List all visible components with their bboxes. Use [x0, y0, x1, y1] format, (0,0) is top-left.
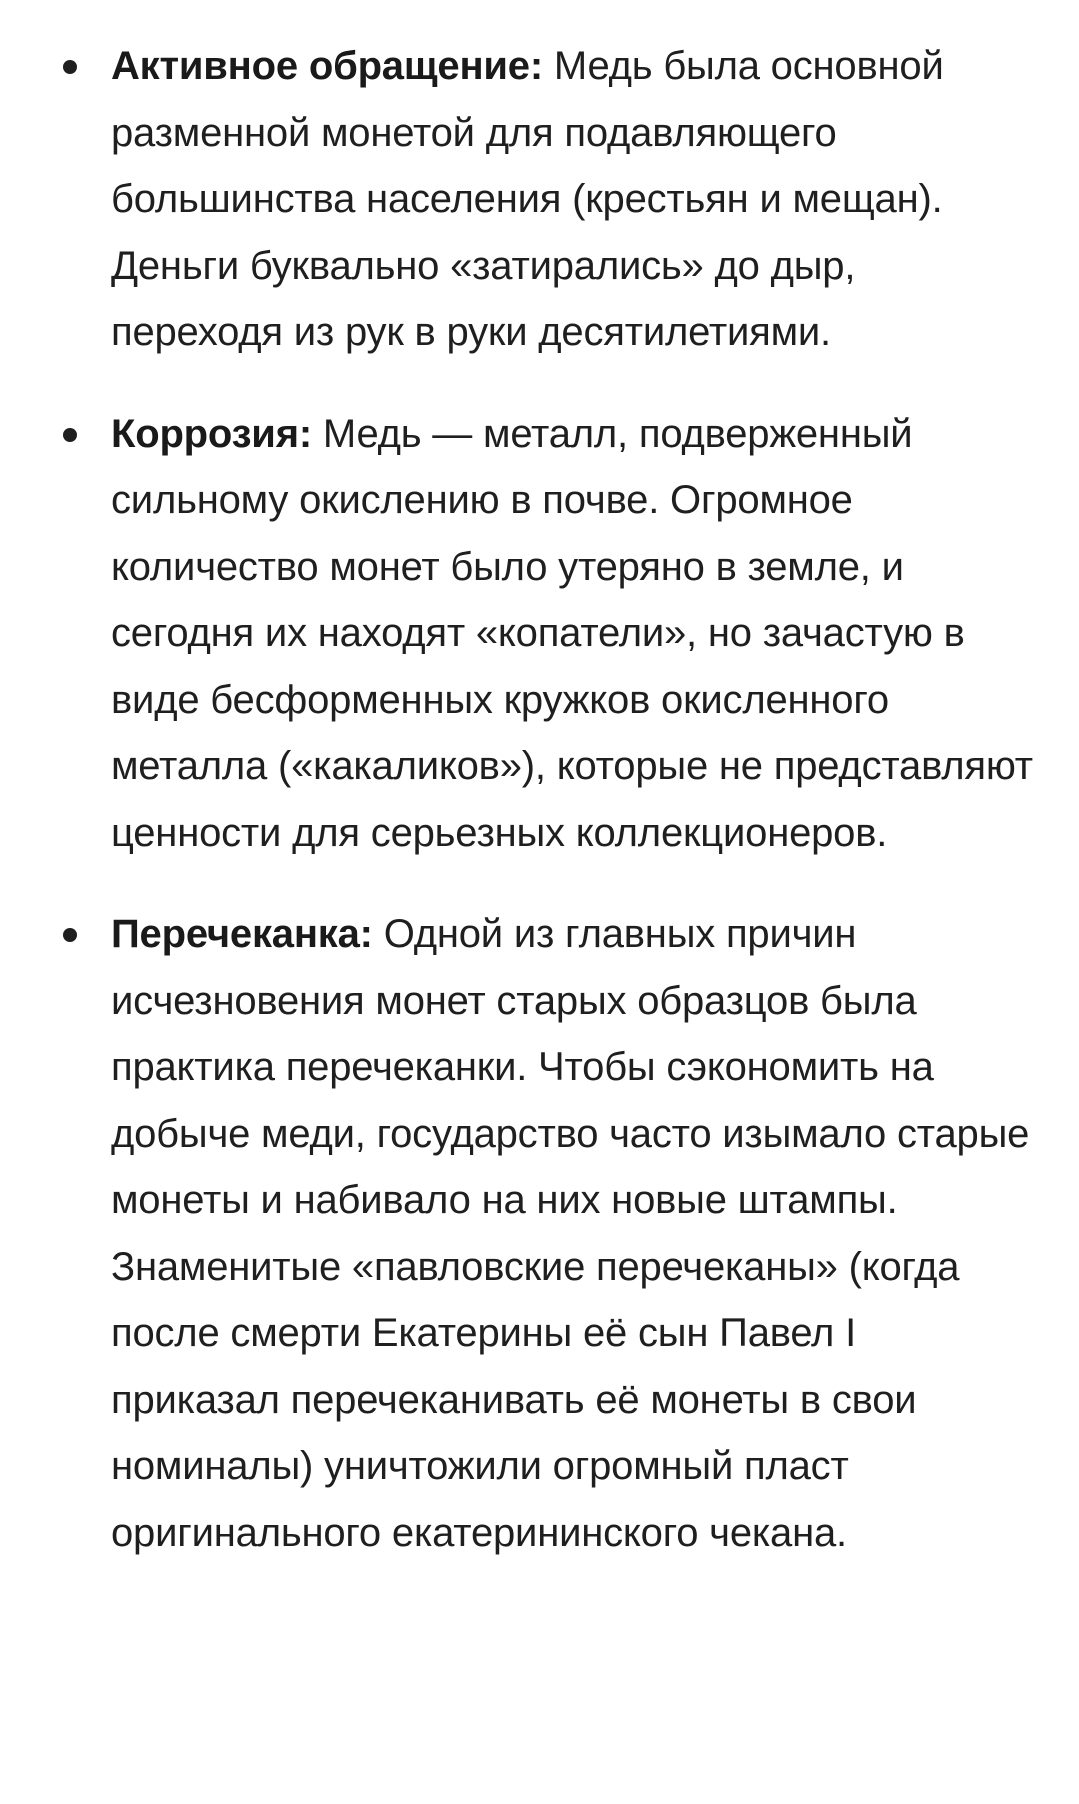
list-item-text: Медь — металл, подверженный сильному окислению в почве. Огромное количество монет было утеряно в земле, и сегодня их находят «копатели», но зачастую в виде бесформенных кружков окисленного металла («какаликов»), которые не представляют ценности для серьезных коллекционеров. [111, 411, 1033, 855]
list-item-restriking [0, 901, 1079, 1566]
bullet-icon [63, 928, 77, 942]
list-item-term: Перечеканка: [111, 912, 384, 956]
list-item-text: Одной из главных причин исчезновения монет старых образцов была практика перечеканки. Чтобы сэкономить на добыче меди, государство часто изымало старые монеты и набивало на них новые штампы. Знаменитые «павловские перечеканы» (когда после смерти Екатерины её сын Павел I приказал перечеканивать её монеты в свои номиналы) уничтожили огромный пласт оригинального екатерининского чекана. [111, 912, 1030, 1555]
bullet-list [0, 33, 1079, 1601]
bullet-icon [63, 60, 77, 74]
list-item-corrosion [0, 401, 1079, 867]
list-item-text: Медь была основной разменной монетой для подавляющего большинства населения (крестьян и мещан). Деньги буквально «затирались» до дыр, переходя из рук в руки десятилетиями. [111, 44, 944, 354]
list-item-term: Коррозия: [111, 411, 323, 456]
bullet-icon [63, 428, 77, 442]
list-item-active-circulation [0, 33, 1079, 366]
list-item-term: Активное обращение: [111, 44, 554, 88]
